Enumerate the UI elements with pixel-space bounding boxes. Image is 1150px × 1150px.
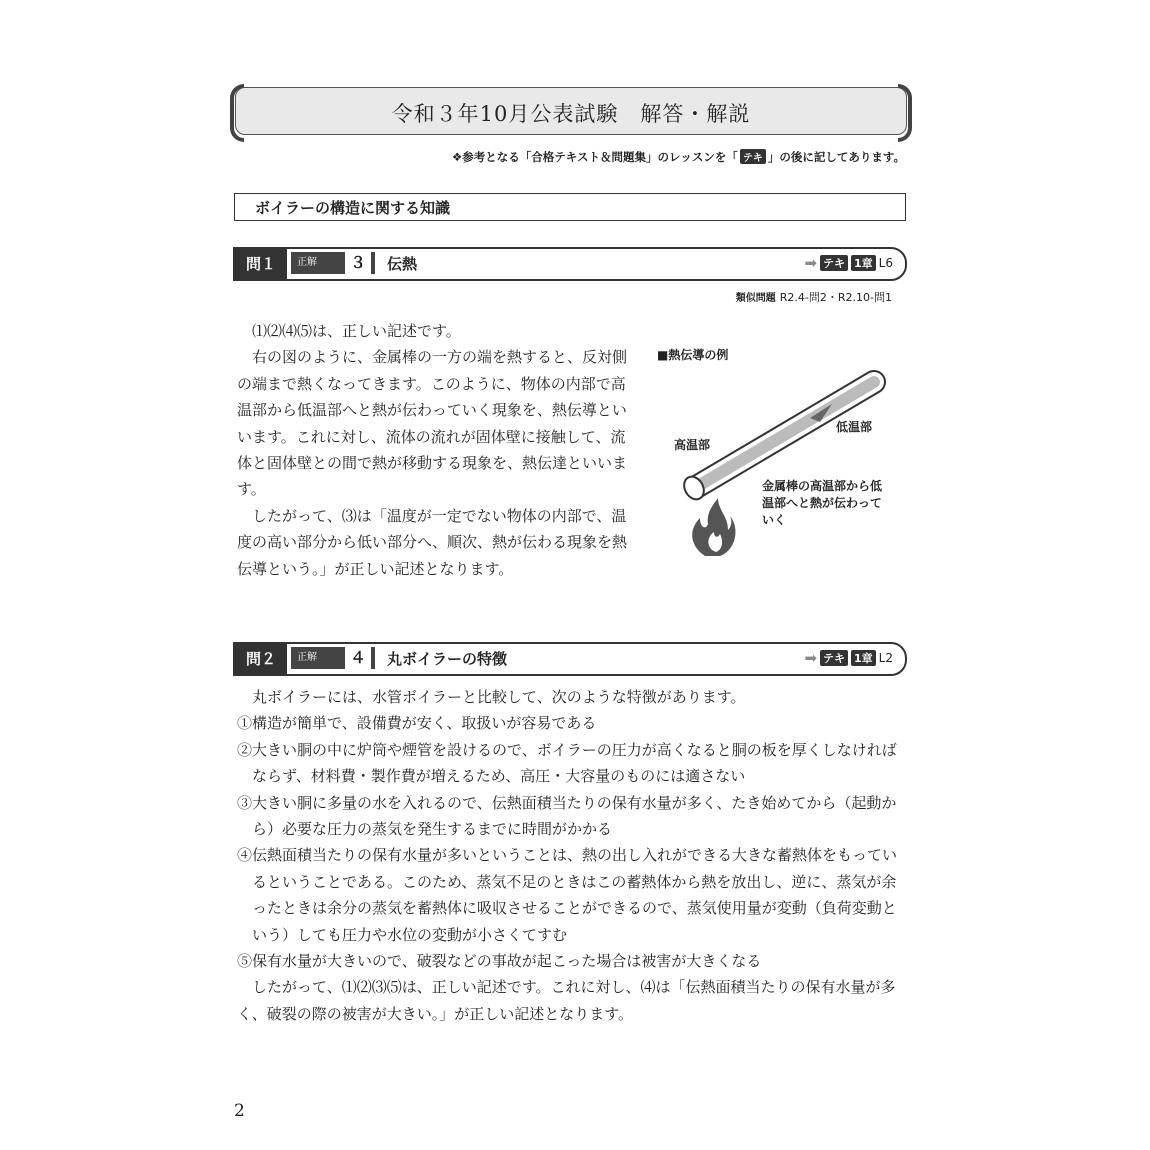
- lesson-label: L2: [878, 651, 893, 665]
- question-1-reference: [804, 254, 893, 272]
- question-2-number: 問２: [235, 644, 287, 674]
- lesson-label: L6: [878, 256, 893, 270]
- title-banner: [235, 87, 907, 135]
- paragraph: 右の図のように、金属棒の一方の端を熱すると、反対側の端まで熱くなってきます。このように、物体の内部で高温部から低温部へと熱が伝わっていく現象を、熱伝導といいます。これに対し、流体の流れが固体壁に接触して、流体と固体壁との間で熱が移動する現象を、熱伝達といいます。: [237, 348, 628, 499]
- question-1-header: [233, 247, 907, 281]
- note-book-icon: テキ: [740, 149, 766, 164]
- section-title: ボイラーの構造に関する知識: [255, 199, 451, 217]
- note-prefix: ❖参考となる「合格テキスト＆問題集」のレッスンを「: [451, 150, 738, 164]
- chapter-tag: 1章: [851, 255, 876, 271]
- intro-paragraph: 丸ボイラーには、水管ボイラーと比較して、次のような特徴があります。: [252, 688, 746, 706]
- question-1-number: 問１: [235, 249, 287, 279]
- figure-label: ■熱伝導の例: [657, 348, 729, 362]
- heat-conduction-figure: [650, 360, 900, 580]
- section-header: [234, 193, 906, 221]
- paragraph: ⑴⑵⑷⑸は、正しい記述です。: [252, 322, 461, 340]
- page-title: 令和３年10月公表試験 解答・解説: [391, 102, 751, 126]
- question-2-header: [233, 642, 907, 676]
- answer-label: 正解: [297, 652, 317, 663]
- book-tag: テキ: [820, 255, 848, 271]
- note-suffix: 」の後に記してあります。: [767, 150, 905, 164]
- list-item: ⑤保有水量が大きいので、破裂などの事故が起こった場合は被害が大きくなる: [237, 952, 762, 971]
- paragraph: したがって、⑶は「温度が一定でない物体の内部で、温度の高い部分から低い部分へ、順次、熱が伝わる現象を熱伝導という。」が正しい記述となります。: [237, 506, 628, 578]
- arrow-icon: ➡: [804, 649, 818, 667]
- related-label: 類似問題: [735, 293, 776, 304]
- question-1-answer-box: [291, 252, 375, 274]
- answer-label: 正解: [297, 257, 317, 268]
- question-2-reference: [804, 649, 893, 667]
- page-number: 2: [234, 1101, 245, 1121]
- related-questions: [736, 289, 892, 305]
- figure-caption: 金属棒の高温部から低温部へと熱が伝わっていく: [762, 479, 883, 527]
- list-item: ②大きい胴の中に炉筒や煙管を設けるので、ボイラーの圧力が高くなると胴の板を厚くしなければならず、材料費・製作費が増えるため、高圧・大容量のものには適さない: [237, 740, 897, 786]
- conclusion-paragraph: したがって、⑴⑵⑶⑸は、正しい記述です。これに対し、⑷は「伝熱面積当たりの保有水量が多く、破裂の際の被害が大きい。」が正しい記述となります。: [237, 978, 896, 1023]
- book-tag: テキ: [820, 650, 848, 666]
- question-2-title: 丸ボイラーの特徴: [387, 650, 508, 668]
- list-item: ③大きい胴に多量の水を入れるので、伝熱面積当たりの保有水量が多く、たき始めてから（起動から）必要な圧力の蒸気を発生するまでに時間がかかる: [237, 793, 897, 839]
- reference-note: [452, 149, 905, 165]
- related-list: R2.4-問2・R2.10-問1: [779, 291, 892, 304]
- question-2-answer-box: [291, 647, 375, 669]
- low-temp-label: 低温部: [836, 420, 873, 434]
- question-1-answer: ３: [345, 252, 371, 274]
- chapter-tag: 1章: [851, 650, 876, 666]
- question-2-answer: ４: [345, 647, 371, 669]
- question-2-explanation: [237, 684, 909, 1027]
- arrow-icon: ➡: [804, 254, 818, 272]
- question-1-title: 伝熱: [387, 255, 418, 273]
- metal-rod-illustration: [650, 360, 900, 580]
- list-item: ④伝熱面積当たりの保有水量が多いということは、熱の出し入れができる大きな蓄熱体をもっているということである。このため、蒸気不足のときはこの蓄熱体から熱を放出し、逆に、蒸気が余ったときは余分の蒸気を蓄熱体に吸収させることができるので、蒸気使用量が変動（負荷変動という）しても圧力や水位の変動が小さくてすむ: [237, 846, 898, 944]
- high-temp-label: 高温部: [674, 438, 711, 452]
- question-1-explanation: [237, 318, 637, 582]
- list-item: ①構造が簡単で、設備費が安く、取扱いが容易である: [237, 714, 597, 733]
